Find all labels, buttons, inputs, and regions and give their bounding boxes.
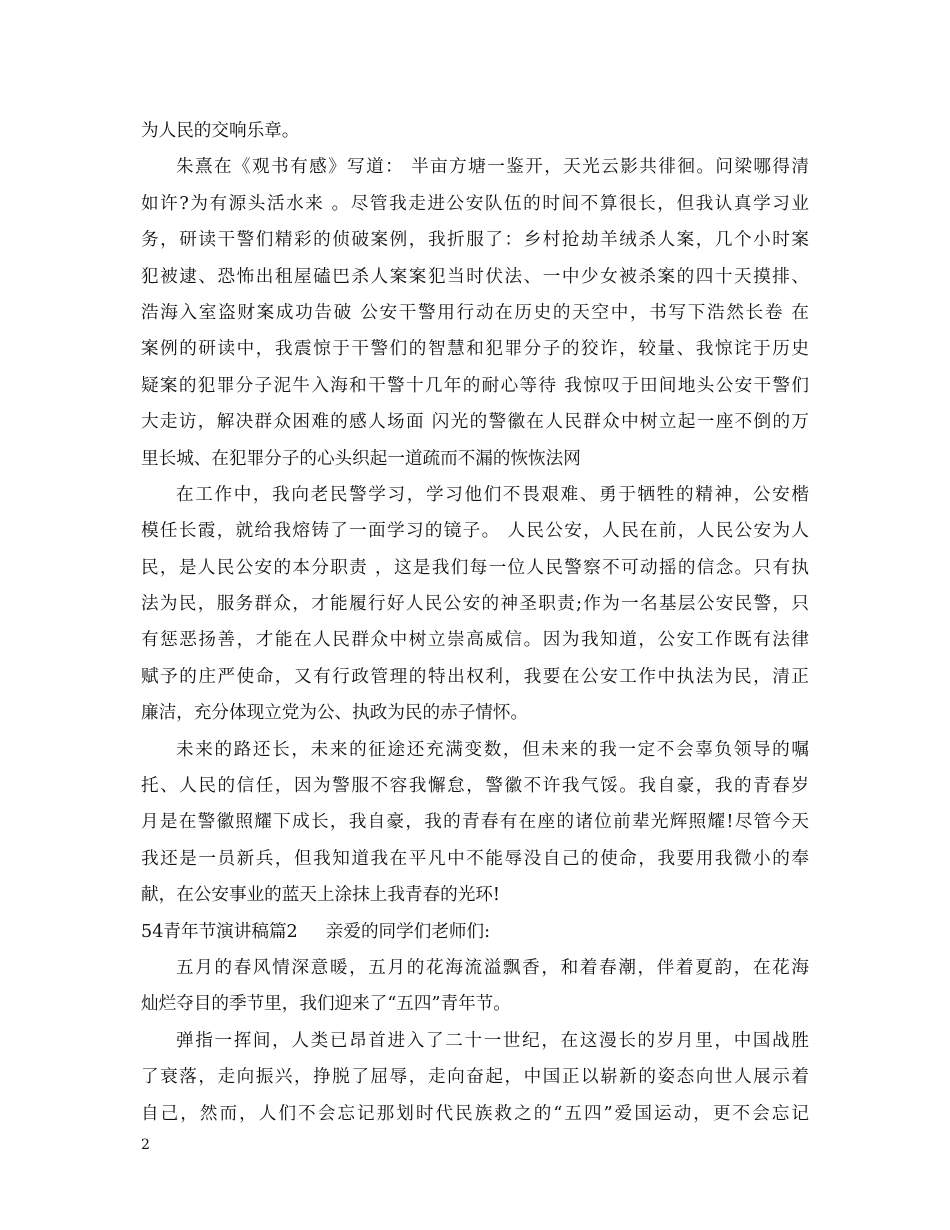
text-line: 疑案的犯罪分子泥牛入海和干警十几年的耐心等待 我惊叹于田间地头公安干警们 (141, 375, 809, 396)
text-line: 献，在公安事业的蓝天上涂抹上我青春的光环! (141, 885, 500, 906)
text-line: 我还是一员新兵，但我知道我在平凡中不能辱没自己的使命，我要用我微小的奉 (141, 848, 809, 869)
text-line: 如许?为有源头活水来 。尽管我走进公安队伍的时间不算很长，但我认真学习业 (141, 193, 809, 214)
text-line: 自己，然而，人们不会忘记那划时代民族救之的“五四”爱国运动，更不会忘记 (141, 1103, 809, 1124)
text-line: 在工作中，我向老民警学习，学习他们不畏艰难、勇于牺牲的精神，公安楷 (176, 484, 809, 505)
text-line: 浩海入室盗财案成功告破 公安干警用行动在历史的天空中，书写下浩然长卷 在 (141, 302, 809, 323)
text-line: 灿烂夺目的季节里，我们迎来了“五四”青年节。 (141, 994, 511, 1015)
text-line: 大走访，解决群众困难的感人场面 闪光的警徽在人民群众中树立起一座不倒的万 (141, 412, 809, 433)
text-line: 廉洁，充分体现立党为公、执政为民的赤子情怀。 (141, 703, 529, 724)
text-line: 有惩恶扬善，才能在人民群众中树立崇高威信。因为我知道，公安工作既有法律 (141, 630, 809, 651)
text-line: 模任长霞，就给我熔铸了一面学习的镜子。 人民公安，人民在前，人民公安为人 (141, 521, 809, 542)
document-body (141, 113, 809, 1132)
text-line: 未来的路还长，未来的征途还充满变数，但未来的我一定不会辜负领导的嘱 (176, 739, 809, 760)
text-line: 民，是人民公安的本分职责 ，这是我们每一位人民警察不可动摇的信念。只有执 (141, 557, 809, 578)
text-line: 托、人民的信任，因为警服不容我懈怠，警徽不许我气馁。我自豪，我的青春岁 (141, 776, 809, 797)
text-line: 案例的研读中，我震惊于干警们的智慧和犯罪分子的狡诈，较量、我惊诧于历史 (141, 339, 809, 360)
page-number: 2 (141, 1137, 150, 1153)
text-line: 了衰落，走向振兴，挣脱了屈辱，走向奋起，中国正以崭新的姿态向世人展示着 (141, 1067, 809, 1088)
text-line: 里长城、在犯罪分子的心头织起一道疏而不漏的恢恢法网 (141, 448, 581, 469)
section-heading-row (141, 914, 809, 950)
text-line: 务，研读干警们精彩的侦破案例，我折服了：乡村抢劫羊绒杀人案，几个小时案 (141, 230, 809, 251)
text-line: 朱熹在《观书有感》写道： 半亩方塘一鉴开，天光云影共徘徊。问梁哪得清 (176, 157, 809, 178)
text-line: 月是在警徽照耀下成长，我自豪，我的青春有在座的诸位前辈光辉照耀!尽管今天 (141, 812, 809, 833)
section-heading: 54青年节演讲稿篇2 (141, 921, 298, 942)
text-line: 五月的春风情深意暖，五月的花海流溢飘香，和着春潮，伴着夏韵，在花海 (176, 957, 809, 978)
text-line: 弹指一挥间，人类已昂首进入了二十一世纪，在这漫长的岁月里，中国战胜 (176, 1030, 809, 1051)
text-line: 赋予的庄严使命，又有行政管理的特出权利，我要在公安工作中执法为民，清正 (141, 666, 809, 687)
text-line: 犯被逮、恐怖出租屋磕巴杀人案案犯当时伏法、一中少女被杀案的四十天摸排、 (141, 266, 809, 287)
text-line: 为人民的交响乐章。 (141, 121, 300, 141)
salutation: 亲爱的同学们老师们: (325, 921, 491, 942)
text-line: 法为民，服务群众，才能履行好人民公安的神圣职责;作为一名基层公安民警，只 (141, 594, 809, 615)
